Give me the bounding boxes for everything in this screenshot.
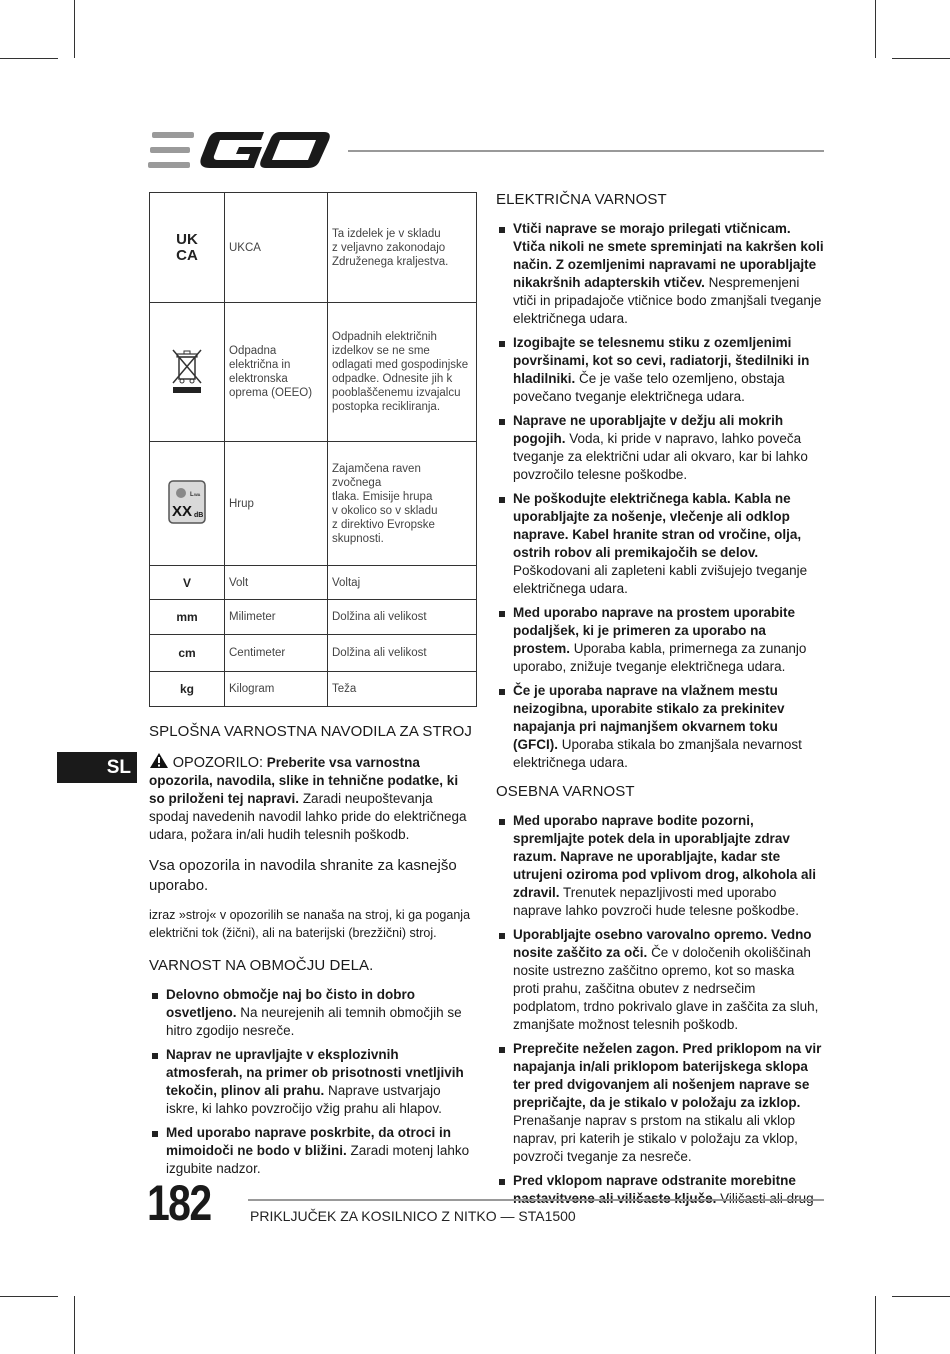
item-bold: Izogibajte se telesnemu stiku z ozemljenimi površinami, kot so cevi, radiatorji, štedilniki in hladilniki. bbox=[513, 335, 810, 386]
symbol-name: UKCA bbox=[225, 193, 328, 303]
header-rule bbox=[348, 150, 824, 152]
item-text: Na neurejenih ali temnih območjih se hitro zgodijo nesreče. bbox=[166, 1005, 462, 1038]
list-item bbox=[496, 1172, 824, 1208]
symbol-name: Hrup bbox=[225, 442, 328, 566]
section-heading: OSEBNA VARNOST bbox=[496, 783, 635, 800]
page-number: 182 bbox=[147, 1175, 211, 1231]
item-text: Trenutek nepazljivosti med uporabo naprave lahko povzroči hude telesne poškodbe. bbox=[513, 885, 799, 918]
svg-text:XX: XX bbox=[172, 503, 193, 520]
symbol-desc: Dolžina ali velikost bbox=[328, 600, 477, 635]
list-item bbox=[496, 682, 824, 772]
item-text: Če v določenih okoliščinah nosite ustrezno zaščitno opremo, kot so maska proti prahu, zaščitna obutev z nedrsečim podplatom, trdno pokrivalo glave in zaščita za sluh, zmanjšate možnost telesnih poškodb. bbox=[513, 945, 819, 1032]
warning-bold: Preberite vsa varnostna opozorila, navodila, slike in tehnične podatke, ki so priloženi tej napravi. bbox=[149, 755, 459, 806]
electrical-list bbox=[496, 220, 824, 772]
item-text: Uporaba stikala bo zmanjšala nevarnost električnega udara. bbox=[513, 737, 802, 770]
symbol-name: Volt bbox=[225, 566, 328, 600]
right-column bbox=[496, 190, 824, 1214]
symbol-name: Kilogram bbox=[225, 672, 328, 707]
item-bold: Med uporabo naprave na prostem uporabite podaljšek, ki je primeren za uporabo na prostem. bbox=[513, 605, 796, 656]
crop-mark bbox=[892, 58, 950, 59]
crop-mark bbox=[875, 1296, 876, 1354]
warning-paragraph bbox=[149, 752, 476, 844]
crop-mark bbox=[892, 1296, 950, 1297]
section-heading: VARNOST NA OBMOČJU DELA. bbox=[149, 957, 374, 974]
crop-mark bbox=[74, 0, 75, 58]
item-bold: Če je uporaba naprave na vlažnem mestu neizogibna, uporabite stikalo za prekinitev napajanja pri najmanjšem okvarnem toku (GFCI). bbox=[513, 683, 785, 752]
symbol-desc: Odpadnih električnih izdelkov se ne sme odlagati med gospodinjske odpadke. Odnesite jih k pooblaščenemu izvajalcu postopka recikliranja. bbox=[328, 303, 477, 442]
list-item bbox=[496, 604, 824, 676]
item-bold: Naprave ne uporabljajte v dežju ali mokrih pogojih. bbox=[513, 413, 784, 446]
symbol-cell bbox=[150, 193, 225, 303]
svg-text:UK: UK bbox=[176, 231, 198, 248]
section-heading: SPLOŠNA VARNOSTNA NAVODILA ZA STROJ bbox=[149, 723, 473, 740]
table-row bbox=[150, 672, 477, 707]
symbol-table bbox=[149, 192, 477, 707]
table-row bbox=[150, 566, 477, 600]
list-item bbox=[496, 1040, 824, 1166]
symbol-cell: kg bbox=[150, 672, 225, 707]
crop-mark bbox=[74, 1296, 75, 1354]
list-item bbox=[149, 1046, 476, 1118]
item-text: Nespremenjeni vtiči in pripadajoče vtičnice bodo zmanjšali tveganje električnega udara. bbox=[513, 275, 822, 326]
symbol-cell: cm bbox=[150, 635, 225, 672]
item-bold: Pred vklopom naprave odstranite morebitne bbox=[513, 1173, 796, 1188]
item-text: Prenašanje naprav s prstom na stikalu ali vklop naprav, pri katerih je stikalo v položaju za vklop, povzroči tveganje za nesreče. bbox=[513, 1113, 798, 1164]
noise-level-icon bbox=[168, 480, 206, 524]
item-bold: Med uporabo naprave poskrbite, da otroci in mimoidoči ne bodo v bližini. bbox=[166, 1125, 452, 1158]
crop-mark bbox=[875, 0, 876, 58]
list-item bbox=[149, 986, 476, 1040]
list-item bbox=[496, 412, 824, 484]
definition-text: izraz »stroj« v opozorilih se nanaša na stroj, ki ga poganja električni tok (žični), ali na baterijski (brezžični) stroj. bbox=[149, 908, 471, 940]
item-text: Voda, ki pride v napravo, lahko poveča tveganje za električni udar ali okvaro, kar bi lahko povzročilo telesne poškodbe. bbox=[513, 431, 808, 482]
symbol-cell bbox=[150, 303, 225, 442]
table-row bbox=[150, 193, 477, 303]
item-bold: Med uporabo naprave bodite pozorni, spremljajte potek dela in uporabljajte zdrav razum. Naprave ne uporabljajte, kadar ste utrujeni oziroma pod vplivom drog, alkohola ali zdravil. bbox=[513, 813, 817, 900]
list-item bbox=[496, 926, 824, 1034]
ego-logo bbox=[148, 128, 332, 172]
symbol-cell bbox=[150, 442, 225, 566]
warning-label: OPOZORILO: bbox=[172, 755, 264, 771]
language-tab: SL bbox=[57, 752, 137, 783]
footer-rule bbox=[248, 1199, 824, 1201]
ukca-mark-icon bbox=[170, 229, 204, 263]
symbol-name: Milimeter bbox=[225, 600, 328, 635]
keep-instructions: Vsa opozorila in navodila shranite za kasnejšo uporabo. bbox=[149, 857, 457, 894]
symbol-name: Odpadna električna in elektronska oprema (OEEO) bbox=[225, 303, 328, 442]
list-item bbox=[496, 490, 824, 598]
table-row bbox=[150, 600, 477, 635]
left-column bbox=[149, 722, 476, 1184]
table-row bbox=[150, 635, 477, 672]
item-text: Če je vaše telo ozemljeno, obstaja povečano tveganje električnega udara. bbox=[513, 371, 785, 404]
item-bold: Naprav ne upravljajte v eksplozivnih atmosferah, na primer ob prisotnosti vnetljivih tekočin, plinov ali prahu. bbox=[166, 1047, 464, 1098]
item-text: Poškodovani ali zapleteni kabli zvišujejo tveganje električnega udara. bbox=[513, 563, 808, 596]
item-text: Naprave ustvarjajo iskre, ki lahko povzročijo vžig prahu ali hlapov. bbox=[166, 1083, 442, 1116]
item-bold: Delovno območje naj bo čisto in dobro osvetljeno. bbox=[166, 987, 416, 1020]
svg-text:CA: CA bbox=[176, 247, 198, 263]
warning-triangle-icon bbox=[149, 752, 169, 769]
svg-text:WA: WA bbox=[194, 492, 201, 497]
table-row bbox=[150, 442, 477, 566]
personal-list bbox=[496, 812, 824, 1208]
list-item bbox=[496, 334, 824, 406]
item-bold: Ne poškodujte električnega kabla. Kabla ne uporabljajte za nošenje, vlečenje ali odklop naprave. Kabel hranite stran od vročine, olja, ostrih robov ali premikajočih se delov. bbox=[513, 491, 802, 560]
item-text: Uporaba kabla, primernega za zunanjo uporabo, znižuje tveganje električnega udara. bbox=[513, 641, 807, 674]
symbol-desc: Voltaj bbox=[328, 566, 477, 600]
list-item bbox=[149, 1124, 476, 1178]
crop-mark bbox=[0, 58, 58, 59]
list-item bbox=[496, 220, 824, 328]
symbol-desc: Dolžina ali velikost bbox=[328, 635, 477, 672]
svg-text:dB: dB bbox=[194, 512, 204, 519]
crossed-bin-icon bbox=[170, 347, 204, 395]
item-bold: Vtiči naprave se morajo prilegati vtičnicam. Vtiča nikoli ne smete spreminjati na kakršen koli način. Z ozemljenimi napravami ne uporabljajte nikakršnih adapterskih vtičev. bbox=[513, 221, 824, 290]
work-area-list bbox=[149, 986, 476, 1178]
symbol-cell: V bbox=[150, 566, 225, 600]
symbol-desc: Teža bbox=[328, 672, 477, 707]
svg-text:L: L bbox=[190, 492, 194, 498]
symbol-desc: Ta izdelek je v skladu z veljavno zakonodajo Združenega kraljestva. bbox=[328, 193, 477, 303]
section-heading: ELEKTRIČNA VARNOST bbox=[496, 191, 667, 208]
item-bold: Preprečite neželen zagon. Pred priklopom na vir napajanja in/ali priklopom baterijskega sklopa ter pred dvigovanjem ali nošenjem naprave se prepričajte, da je stikalo v položaju za izklop. bbox=[513, 1041, 822, 1110]
symbol-name: Centimeter bbox=[225, 635, 328, 672]
table-row bbox=[150, 303, 477, 442]
warning-text: Zaradi neupoštevanja spodaj navedenih navodil lahko pride do električnega udara, požara in/ali hudih telesnih poškodb. bbox=[149, 791, 467, 842]
symbol-desc: Zajamčena raven zvočnega tlaka. Emisije hrupa v okolico so v skladu z direktivo Evropske skupnosti. bbox=[328, 442, 477, 566]
symbol-cell: mm bbox=[150, 600, 225, 635]
footer-title: PRIKLJUČEK ZA KOSILNICO Z NITKO — STA1500 bbox=[250, 1208, 576, 1224]
item-bold: Uporabljajte osebno varovalno opremo. Vedno nosite zaščito za oči. bbox=[513, 927, 812, 960]
list-item bbox=[496, 812, 824, 920]
crop-mark bbox=[0, 1296, 58, 1297]
item-text: Zaradi motenj lahko izgubite nadzor. bbox=[166, 1143, 470, 1176]
